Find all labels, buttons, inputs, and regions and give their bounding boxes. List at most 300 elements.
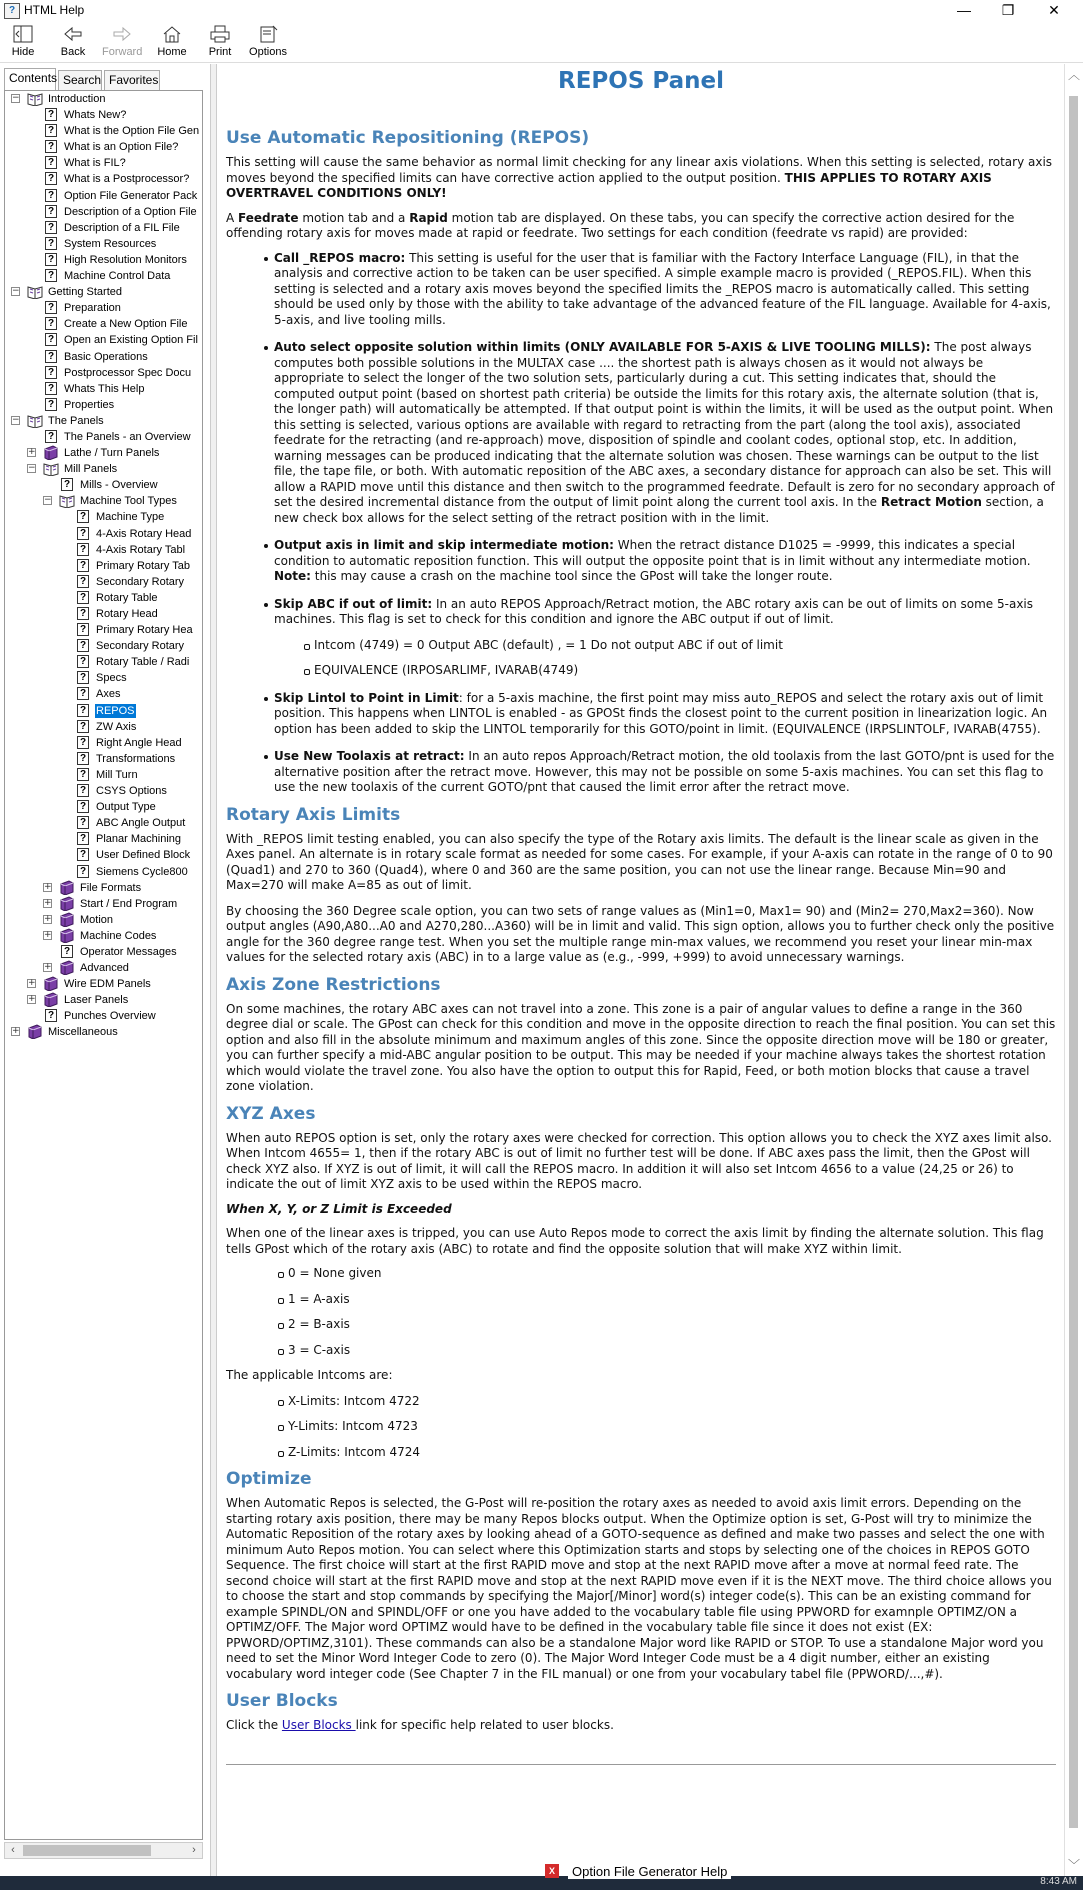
- footer-divider: [226, 1764, 1056, 1765]
- tree-topic-item[interactable]: [5, 300, 203, 316]
- scroll-down-icon[interactable]: ﹀: [1067, 1858, 1080, 1872]
- tree-book-item[interactable]: [5, 284, 203, 300]
- page-title: REPOS Panel: [557, 68, 725, 94]
- tab-search[interactable]: Search: [58, 70, 102, 90]
- toolbar: [0, 22, 1083, 63]
- section-heading-rotary-limits: Rotary Axis Limits: [226, 804, 401, 825]
- tree-topic-item[interactable]: [5, 686, 203, 702]
- tree-item-label: Secondary Rotary: [96, 640, 185, 653]
- expand-icon[interactable]: +: [28, 978, 36, 989]
- list-item: [274, 340, 1056, 526]
- tree-item-label: Machine Codes: [80, 929, 157, 942]
- help-topic-icon: ?: [45, 140, 57, 153]
- t4: Rapid: [409, 210, 448, 225]
- tree-topic-item[interactable]: [5, 703, 203, 719]
- tree-item-label: ABC Angle Output: [96, 817, 186, 830]
- help-topic-icon: ?: [77, 752, 89, 765]
- tree-topic-item[interactable]: [5, 831, 203, 847]
- rotary-limits-p2: By choosing the 360 Degree scale option, you can two sets of range values as (Min1=0, Max1= 90) and (Min2= 270,Max2=360). Now output angles (A90,A80...A0 and A270,280...A360) will be in limit and valid. This sign option, allows you to further check only the positive angle for the 360 degree range test. When you set the multiple range min-max values, we recommend you reset your linear min-max values for the selected rotary axis (ABC) in to a large value as (e.g., -999, +999) to avoid unnecessary warnings.: [226, 903, 1055, 964]
- help-topic-icon: ?: [77, 607, 89, 620]
- help-document: [226, 64, 1056, 1765]
- closed-book-icon: [43, 976, 59, 991]
- option-file-generator-icon: X: [545, 1864, 559, 1878]
- tree-book-item[interactable]: [5, 493, 203, 509]
- hide-icon: [12, 24, 34, 44]
- tree-item-label: Getting Started: [48, 286, 122, 299]
- tree-item-label: Miscellaneous: [48, 1026, 118, 1039]
- list-item: 1 = A-axis: [288, 1292, 1056, 1308]
- tree-topic-item[interactable]: [5, 349, 203, 365]
- list-item: 2 = B-axis: [288, 1317, 1056, 1333]
- tree-item-label: Rotary Table: [96, 591, 158, 604]
- tree-item-label: Siemens Cycle800: [96, 865, 188, 878]
- tree-item-label: 4-Axis Rotary Head: [96, 527, 192, 540]
- b2-text: The post always computes both possible solutions in the MULTAX case .... the shortest path is always chosen as it would not always be appropriate to select the longer of the two solution sets, particularly during a cut. This setting indicates that, should the computed output point (based on shortest path criteria) be outside the limits for this rotary axis, the alternate solution (that is, the longer path) will automatically be attempted. If that output point is within the limits, it will be used as the output point. When this setting is selected, various options are available with regard to retracting from the part (along the tool axis), associated feedrate for the retracting (and re-approach) move, disposition of spindle and coolant codes, optional stop, etc. In addition, warning messages can be produced indicating that the alternate solution was chosen. These warnings can be output to the list file, the tape file, or both. With automatic reposition of the ABC axes, a secondary distance for approach can also be set. This will allow a RAPID move until this distance and then switch to the programmed feedrate. Default is zero for no secondary approach of set the desired incremental distance from the output of limit point along the current tool axis. In the: [274, 340, 1055, 509]
- b5-title: Skip Lintol to Point in Limit: [274, 690, 459, 705]
- intcom-sub-list: [274, 638, 1056, 679]
- help-topic-icon: ?: [77, 510, 89, 523]
- b5-text: : for a 5-axis machine, the first point may miss auto_REPOS and select the rotary axis out of limit position. This happens when LINTOL is enabled - as GPOSt finds the closest point to the current position in linearization logic. An option has been added to skip the LINTOL temporarily for this GOTO/point in limit. (EQUIVALENCE (IRPSLINTOLF, IVARAB(4755).: [274, 690, 1048, 736]
- b4-text: In an auto REPOS Approach/Retract motion, the ABC rotary axis can be out of limits on some 5-axis machines. This flag is set to check for this condition and ignore the ABC output if out of limit.: [274, 596, 1033, 626]
- help-topic-icon: ?: [61, 945, 73, 958]
- b3-end: this may cause a crash on the machine tool since the GPost will take the longer route.: [310, 569, 833, 583]
- hide-label: Hide: [11, 46, 35, 58]
- tree-item-label: Planar Machining: [96, 833, 181, 846]
- tree-topic-item[interactable]: [5, 847, 203, 863]
- xyz-p3: The applicable Intcoms are:: [226, 1368, 393, 1382]
- options-icon: [257, 24, 279, 44]
- tree-item-label: Properties: [64, 398, 115, 411]
- tree-topic-item[interactable]: [5, 139, 203, 155]
- tree-item-label: Right Angle Head: [96, 736, 182, 749]
- tree-topic-item[interactable]: [5, 509, 203, 525]
- taskbar-tooltip: Option File Generator Help: [568, 1864, 731, 1879]
- b2-title: Auto select opposite solution within limits (ONLY AVAILABLE FOR 5-AXIS & LIVE TOOLING MILLS):: [274, 340, 931, 354]
- print-button[interactable]: [206, 24, 234, 58]
- list-item: EQUIVALENCE (IRPOSARLIMF, IVARAB(4749): [314, 663, 1056, 679]
- b1-text: This setting is useful for the user that is familiar with the Factory Interface Language (FIL), in that the analysis and corrective action to be taken can be user specified. A simple example macro is provided (_REPOS.FIL). When this setting is selected and a rotary axis moves beyond the specified limits the _REPOS macro is automatically called. This setting should be used only by those with the ability to take advantage of the advanced feature of the FIL language. Available for 4-axis, 5-axis, and live tooling mills.: [274, 250, 1051, 327]
- tree-book-item[interactable]: [5, 976, 203, 992]
- tree-item-label: Machine Control Data: [64, 270, 171, 283]
- closed-book-icon: [27, 1024, 43, 1039]
- closed-book-icon: [43, 992, 59, 1007]
- tree-topic-item[interactable]: [5, 526, 203, 542]
- tree-topic-item[interactable]: [5, 864, 203, 880]
- tree-item-label: Open an Existing Option Fil: [64, 334, 198, 347]
- tree-item-label: Option File Generator Pack: [64, 189, 198, 202]
- tree-topic-item[interactable]: [5, 252, 203, 268]
- help-topic-icon: ?: [45, 108, 57, 121]
- tree-topic-item[interactable]: [5, 397, 203, 413]
- tree-item-label: Preparation: [64, 302, 121, 315]
- help-topic-icon: ?: [61, 478, 73, 491]
- tree-item-label: Axes: [96, 688, 121, 701]
- list-item: [274, 251, 1056, 329]
- content-pane: [218, 64, 1064, 1876]
- tree-topic-item[interactable]: [5, 155, 203, 171]
- list-item: X-Limits: Intcom 4722: [288, 1394, 1056, 1410]
- open-book-icon: [27, 413, 43, 428]
- help-topic-icon: ?: [45, 350, 57, 363]
- tree-item-label: High Resolution Monitors: [64, 253, 187, 266]
- window-title: HTML Help: [24, 3, 85, 17]
- tree-book-item[interactable]: [5, 928, 203, 944]
- home-button[interactable]: [156, 24, 188, 58]
- tree-item-label: Transformations: [96, 752, 176, 765]
- tree-item-label: Description of a FIL File: [64, 221, 180, 234]
- tree-item-label: Rotary Table / Radi: [96, 656, 190, 669]
- help-topic-icon: ?: [77, 768, 89, 781]
- help-topic-icon: ?: [45, 156, 57, 169]
- tree-topic-item[interactable]: [5, 590, 203, 606]
- tree-topic-item[interactable]: [5, 542, 203, 558]
- tree-item-label: Description of a Option File: [64, 205, 197, 218]
- section-heading-xyz: XYZ Axes: [226, 1103, 316, 1124]
- expand-icon[interactable]: +: [28, 447, 36, 458]
- tree-book-item[interactable]: [5, 461, 203, 477]
- tree-item-label: Rotary Head: [96, 608, 158, 620]
- tree-topic-item[interactable]: [5, 220, 203, 236]
- taskbar: [0, 1876, 1083, 1890]
- expand-icon[interactable]: +: [44, 913, 52, 924]
- tree-topic-item[interactable]: [5, 767, 203, 783]
- tree-topic-item[interactable]: [5, 622, 203, 638]
- ub-text-b: link for specific help related to user blocks.: [355, 1718, 614, 1732]
- open-book-icon: [43, 461, 59, 476]
- help-topic-icon: ?: [45, 1009, 57, 1022]
- tree-topic-item[interactable]: [5, 123, 203, 139]
- help-topic-icon: ?: [77, 655, 89, 668]
- tree-item-label: Start / End Program: [80, 897, 178, 910]
- b6-text: In an auto repos Approach/Retract motion, the old toolaxis from the last GOTO/pnt is used for the alternative position after the retract move. However, this may not be possible on some 5-axis machines. You can set this flag to use the new toolaxis of the current GOTO/pnt that caused the limit error after the retract move.: [274, 749, 1055, 794]
- title-bar: [0, 0, 1083, 22]
- section-heading-user-blocks: User Blocks: [226, 1691, 338, 1711]
- content-vertical-scrollbar[interactable]: [1064, 64, 1083, 1876]
- tree-item-label: What is an Option File?: [64, 141, 179, 154]
- tree-item-label: Whats This Help: [64, 382, 145, 395]
- help-topic-icon: ?: [77, 704, 89, 717]
- help-topic-icon: ?: [45, 382, 57, 395]
- open-book-icon: [59, 493, 75, 508]
- xyz-p1: When auto REPOS option is set, only the rotary axes were checked for correction. This option allows you to check the XYZ axes limit also. When Intcom 4655= 1, then if the rotary ABC is out of limit no further test will be done. If ABC axes pass the limit, then the GPost will check XYZ also. If XYZ is out of limit, it will call the REPOS macro. In addition it will also set Intcom 4656 to a value (24,25 or 26) to indicate the out of limit XYZ axis to be used within the REPOS macro.: [226, 1130, 1052, 1191]
- help-topic-icon: ?: [45, 189, 57, 202]
- b1-title: Call _REPOS macro:: [274, 250, 406, 265]
- list-item: Z-Limits: Intcom 4724: [288, 1445, 1056, 1461]
- section-heading-axis-zone: Axis Zone Restrictions: [226, 974, 441, 995]
- open-book-icon: [27, 284, 43, 299]
- list-item: [274, 538, 1056, 585]
- tree-item-label: Punches Overview: [64, 1010, 156, 1023]
- help-topic-icon: ?: [45, 124, 57, 137]
- expand-icon[interactable]: +: [28, 994, 36, 1005]
- tree-topic-item[interactable]: [5, 574, 203, 590]
- repos-intro-bold: THIS APPLIES TO ROTARY AXIS OVERTRAVEL CONDITIONS ONLY!: [226, 170, 992, 200]
- list-item: [274, 691, 1056, 738]
- closed-book-icon: [59, 880, 75, 895]
- tree-topic-item[interactable]: [5, 815, 203, 831]
- section-heading-optimize: Optimize: [226, 1469, 312, 1489]
- expand-icon[interactable]: +: [12, 1026, 20, 1037]
- user-blocks-p1: [226, 1718, 1056, 1734]
- tree-item-label: Mills - Overview: [80, 479, 158, 492]
- repos-intro-text: This setting will cause the same behavior as normal limit checking for any linear axis violations. When this setting is selected, rotary axis moves beyond the specified limits can have corrective action applied to the output position.: [226, 155, 1053, 185]
- closed-book-icon: [59, 960, 75, 975]
- tree-topic-item[interactable]: [5, 268, 203, 284]
- b3-text: When the retract distance D1025 = -9999, this indicates a special condition to automatic reposition function. This will output the opposite point that is in limit without any intermediate motion.: [274, 538, 1031, 568]
- collapse-icon[interactable]: −: [44, 495, 52, 506]
- help-topic-icon: ?: [77, 736, 89, 749]
- tree-book-item[interactable]: [5, 880, 203, 896]
- tree-topic-item[interactable]: [5, 332, 203, 348]
- tree-item-label: What is the Option File Gen: [64, 125, 200, 138]
- tree-topic-item[interactable]: [5, 365, 203, 381]
- collapse-icon[interactable]: −: [28, 463, 36, 474]
- close-button[interactable]: ✕: [1048, 2, 1060, 18]
- tree-book-item[interactable]: [5, 896, 203, 912]
- tree-item-label: REPOS: [96, 704, 135, 717]
- tree-topic-item[interactable]: [5, 188, 203, 204]
- tree-item-label: Machine Type: [96, 511, 165, 524]
- tree-item-label: User Defined Block: [96, 849, 191, 862]
- tree-item-label: Operator Messages: [80, 945, 177, 958]
- help-topic-icon: ?: [45, 333, 57, 346]
- tree-item-label: Introduction: [48, 93, 106, 105]
- b3-note: Note:: [274, 569, 311, 583]
- print-label: Print: [208, 46, 232, 58]
- scroll-thumb[interactable]: [1069, 96, 1078, 1828]
- tree-topic-item[interactable]: [5, 429, 203, 445]
- help-topic-icon: ?: [45, 430, 57, 443]
- tree-item-label: Mill Panels: [64, 463, 118, 476]
- user-blocks-link[interactable]: User Blocks: [281, 1718, 356, 1732]
- t2: Feedrate: [238, 210, 299, 225]
- back-button[interactable]: [58, 24, 88, 58]
- help-topic-icon: ?: [45, 301, 57, 314]
- collapse-icon[interactable]: −: [12, 286, 20, 297]
- t5: motion tab are displayed. On these tabs, you can specify the corrective action desired for the offending rotary axis for moves made at rapid or feedrate. Two settings for each condition (feedrate vs rapid) are provided:: [226, 210, 1015, 240]
- tree-item-label: Wire EDM Panels: [64, 978, 151, 991]
- closed-book-icon: [43, 445, 59, 460]
- printer-icon: [209, 24, 231, 44]
- tree-item-label: Specs: [96, 672, 127, 685]
- tree-item-label: The Panels: [48, 414, 104, 427]
- help-topic-icon: ?: [45, 253, 57, 266]
- tree-topic-item[interactable]: [5, 204, 203, 220]
- tree-item-label: 4-Axis Rotary Tabl: [96, 543, 186, 556]
- tree-topic-item[interactable]: [5, 735, 203, 751]
- tab-contents[interactable]: Contents: [4, 68, 56, 90]
- tree-book-item[interactable]: [5, 413, 203, 429]
- tree-item-label: CSYS Options: [96, 785, 167, 798]
- tree-book-item[interactable]: [5, 91, 203, 107]
- help-topic-icon: ?: [77, 543, 89, 556]
- repos-options-list: [226, 251, 1056, 796]
- tree-topic-item[interactable]: [5, 751, 203, 767]
- help-topic-icon: ?: [77, 623, 89, 636]
- help-topic-icon: ?: [45, 398, 57, 411]
- help-topic-icon: ?: [77, 720, 89, 733]
- tree-item-label: File Formats: [80, 881, 142, 894]
- xyz-p2: When one of the linear axes is tripped, you can use Auto Repos mode to correct the axis limit by finding the alternate solution. This flag tells GPost which of the rotary axis (ABC) to rotate and find the opposite solution that will make XYZ within limit.: [226, 1226, 1044, 1256]
- hide-button[interactable]: [8, 24, 38, 58]
- forward-button[interactable]: [102, 24, 142, 58]
- scroll-thumb[interactable]: [23, 1845, 151, 1856]
- scroll-left-icon[interactable]: ‹: [11, 1844, 15, 1856]
- tree-item-label: Lathe / Turn Panels: [64, 447, 160, 460]
- restore-button[interactable]: ❐: [1001, 2, 1015, 18]
- expand-icon[interactable]: +: [44, 897, 52, 908]
- tree-book-item[interactable]: [5, 992, 203, 1008]
- back-arrow-icon: [62, 24, 84, 44]
- help-topic-icon: ?: [77, 559, 89, 572]
- axis-option-list: [226, 1266, 1056, 1358]
- list-item: 3 = C-axis: [288, 1343, 1056, 1359]
- navigation-pane: [0, 64, 210, 1876]
- b3-title: Output axis in limit and skip intermediate motion:: [274, 538, 614, 552]
- tree-item-label: Mill Turn: [96, 768, 138, 781]
- tree-item-label: Primary Rotary Tab: [96, 559, 190, 572]
- help-topic-icon: ?: [77, 527, 89, 540]
- tree-topic-item[interactable]: [5, 381, 203, 397]
- b4-title: Skip ABC if out of limit:: [274, 596, 433, 611]
- list-item: Y-Limits: Intcom 4723: [288, 1419, 1056, 1435]
- b2-retract: Retract Motion: [880, 495, 982, 509]
- tree-item-label: What is FIL?: [64, 157, 126, 170]
- tree-book-item[interactable]: [5, 445, 203, 461]
- tree-topic-item[interactable]: [5, 670, 203, 686]
- tree-item-label: Create a New Option File: [64, 318, 188, 331]
- help-topic-icon: ?: [77, 575, 89, 588]
- help-topic-icon: ?: [45, 366, 57, 379]
- help-topic-icon: ?: [77, 784, 89, 797]
- contents-tree: [5, 91, 203, 1041]
- tree-item-label: The Panels - an Overview: [64, 430, 191, 443]
- home-icon: [161, 24, 183, 44]
- t3: motion tab and a: [298, 210, 410, 225]
- expand-icon[interactable]: +: [44, 881, 52, 892]
- tree-item-label: What is a Postprocessor?: [64, 173, 190, 186]
- help-topic-icon: ?: [77, 816, 89, 829]
- axis-zone-p1: On some machines, the rotary ABC axes can not travel into a zone. This zone is a pair of angular values to define a range in the 360 degree dial or scale. The GPost can check for this condition and move in the opposite direction to reach the final position. You can set this option and also fill in the absolute minimum and maximum angles of this zone. Since the opposite direction move will be 180 or greater, you can further specify a mid-ABC angular position to be output. This may be needed if your machine always takes the shortest rotation which would violate the travel zone. You also have the option to output this for Rapid, Feed, or both motion blocks that cause a travel zone violation.: [226, 1001, 1056, 1093]
- repos-intro: [226, 155, 1056, 202]
- tree-book-item[interactable]: [5, 912, 203, 928]
- help-topic-icon: ?: [45, 237, 57, 250]
- help-topic-icon: ?: [77, 800, 89, 813]
- contents-tree-box: [4, 90, 203, 1840]
- tree-item-label: Laser Panels: [64, 994, 129, 1007]
- xyz-subheading: When X, Y, or Z Limit is Exceeded: [226, 1201, 452, 1216]
- tree-topic-item[interactable]: [5, 799, 203, 815]
- forward-label: Forward: [102, 46, 143, 58]
- tree-item-label: ZW Axis: [96, 720, 137, 733]
- tree-item-label: Postprocessor Spec Docu: [64, 366, 192, 379]
- tree-topic-item[interactable]: [5, 606, 203, 622]
- tree-topic-item[interactable]: [5, 719, 203, 735]
- pane-splitter[interactable]: [210, 64, 217, 1876]
- section-heading-repos: Use Automatic Repositioning (REPOS): [226, 128, 590, 148]
- list-item: [274, 749, 1056, 796]
- open-book-icon: [27, 91, 43, 106]
- forward-arrow-icon: [111, 24, 133, 44]
- help-topic-icon: ?: [45, 205, 57, 218]
- help-topic-icon: ?: [77, 848, 89, 861]
- help-topic-icon: ?: [77, 591, 89, 604]
- tree-book-item[interactable]: [5, 1024, 203, 1040]
- list-item: 0 = None given: [288, 1266, 1056, 1282]
- help-topic-icon: ?: [45, 269, 57, 282]
- tree-item-label: Machine Tool Types: [80, 495, 177, 508]
- expand-icon[interactable]: +: [44, 962, 52, 973]
- ub-text-a: Click the: [226, 1718, 282, 1732]
- repos-tabs-paragraph: [226, 211, 1056, 242]
- tree-topic-item[interactable]: [5, 107, 203, 123]
- tree-item-label: Output Type: [96, 801, 156, 814]
- back-label: Back: [60, 46, 86, 58]
- help-topic-icon: ?: [77, 687, 89, 700]
- tree-item-label: Advanced: [80, 962, 129, 975]
- tree-topic-item[interactable]: [5, 944, 203, 960]
- tree-item-label: Primary Rotary Hea: [96, 624, 193, 637]
- help-topic-icon: ?: [45, 172, 57, 185]
- help-topic-icon: ?: [77, 832, 89, 845]
- b6-title: Use New Toolaxis at retract:: [274, 749, 465, 763]
- tree-topic-item[interactable]: [5, 171, 203, 187]
- tree-horizontal-scrollbar[interactable]: [4, 1842, 203, 1859]
- tree-item-label: Whats New?: [64, 109, 127, 122]
- help-topic-icon: ?: [45, 221, 57, 234]
- rotary-limits-p1: With _REPOS limit testing enabled, you can also specify the type of the Rotary axis limits. The default is the linear scale as given in the Axes panel. An alternate is in rotary scale format as needed for some cases. For example, if your A-axis can rotate in the range of 0 to 90 (Quad1) and 270 to 360 (Quad4), where 0 and 360 are the same position, you can not use the linear range. Because Min=90 and Max=270 will make A=85 as out of limit.: [226, 831, 1053, 892]
- home-label: Home: [157, 46, 187, 58]
- tree-topic-item[interactable]: [5, 558, 203, 574]
- tree-book-item[interactable]: [5, 960, 203, 976]
- scroll-right-icon[interactable]: ›: [192, 1844, 196, 1856]
- clock: 8:43 AM: [1040, 1876, 1077, 1887]
- tree-topic-item[interactable]: [5, 316, 203, 332]
- minimize-button[interactable]: —: [957, 2, 971, 18]
- scroll-up-icon[interactable]: ︿: [1067, 68, 1080, 82]
- help-topic-icon: ?: [77, 671, 89, 684]
- t1: A: [226, 210, 239, 225]
- collapse-icon[interactable]: −: [12, 93, 20, 103]
- closed-book-icon: [59, 896, 75, 911]
- tab-favorites[interactable]: Favorites: [104, 70, 160, 90]
- closed-book-icon: [59, 912, 75, 927]
- tree-topic-item[interactable]: [5, 783, 203, 799]
- tree-topic-item[interactable]: [5, 654, 203, 670]
- help-topic-icon: ?: [45, 317, 57, 330]
- list-item: [274, 597, 1056, 679]
- options-button[interactable]: [248, 24, 288, 58]
- tree-item-label: Motion: [80, 913, 114, 926]
- tree-topic-item[interactable]: [5, 477, 203, 493]
- expand-icon[interactable]: +: [44, 929, 52, 940]
- options-label: Options: [249, 46, 287, 58]
- tree-item-label: Basic Operations: [64, 350, 148, 363]
- collapse-icon[interactable]: −: [12, 414, 20, 425]
- help-topic-icon: ?: [77, 865, 89, 878]
- help-window-icon: ?: [4, 3, 20, 19]
- intcom-list: [226, 1394, 1056, 1461]
- tree-topic-item[interactable]: [5, 1008, 203, 1024]
- optimize-p1: When Automatic Repos is selected, the G-Post will re-position the rotary axes as needed to avoid axis limit errors. Depending on the starting rotary axis position, there may be many Repos blocks output. When the Optimize option is set, G-Post will try to minimize the Automatic Reposition of the rotary axes by looking ahead of a GOTO-sequence as defined and make two passes and select the one with minimum Auto Repos motion. You can select where this Optimization starts and stops by selecting one of the choices in REPOS GOTO Sequence. The first choice will start at the first RAPID move and stop at the next RAPID move after a move at normal feed rate. The second choice will start at the first RAPID move and stop at the next RAPID move even if it is the NEXT move. The third choice allows you to choose the start and stop commands by specifying the Major[/Minor] word(s) integer code(s). This can be an existing command for example SPINDL/ON and SPINDL/OFF or one you have added to the vocabulary table file using PPWORD for examnple OPTIMZ/ON a OPTIMZ/OFF. The Major word OPTIMZ would have to be defined in the vocabulary table file since it does not exist (EX: PPWORD/OPTIMZ,3101). These commands can also be a standalone Major word like RAPID or STOP. To use a standalone Major word you need to set the Minor Word Integer Code to zero (0). The Major Word Integer Code must be a 4 digit number, either an existing vocabulary word integer code (See Chapter 7 in the FIL manual) or one from your vocabulary tabel file (PPWORD/...,#).: [226, 1496, 1052, 1681]
- list-item: Intcom (4749) = 0 Output ABC (default) , = 1 Do not output ABC if out of limit: [314, 638, 1056, 654]
- tree-item-label: Secondary Rotary: [96, 575, 185, 588]
- tree-topic-item[interactable]: [5, 236, 203, 252]
- tree-topic-item[interactable]: [5, 638, 203, 654]
- help-topic-icon: ?: [77, 639, 89, 652]
- tree-item-label: System Resources: [64, 237, 157, 250]
- b2-end: section, a new check box allows for the select setting of the retract position with in the limit.: [274, 495, 1044, 525]
